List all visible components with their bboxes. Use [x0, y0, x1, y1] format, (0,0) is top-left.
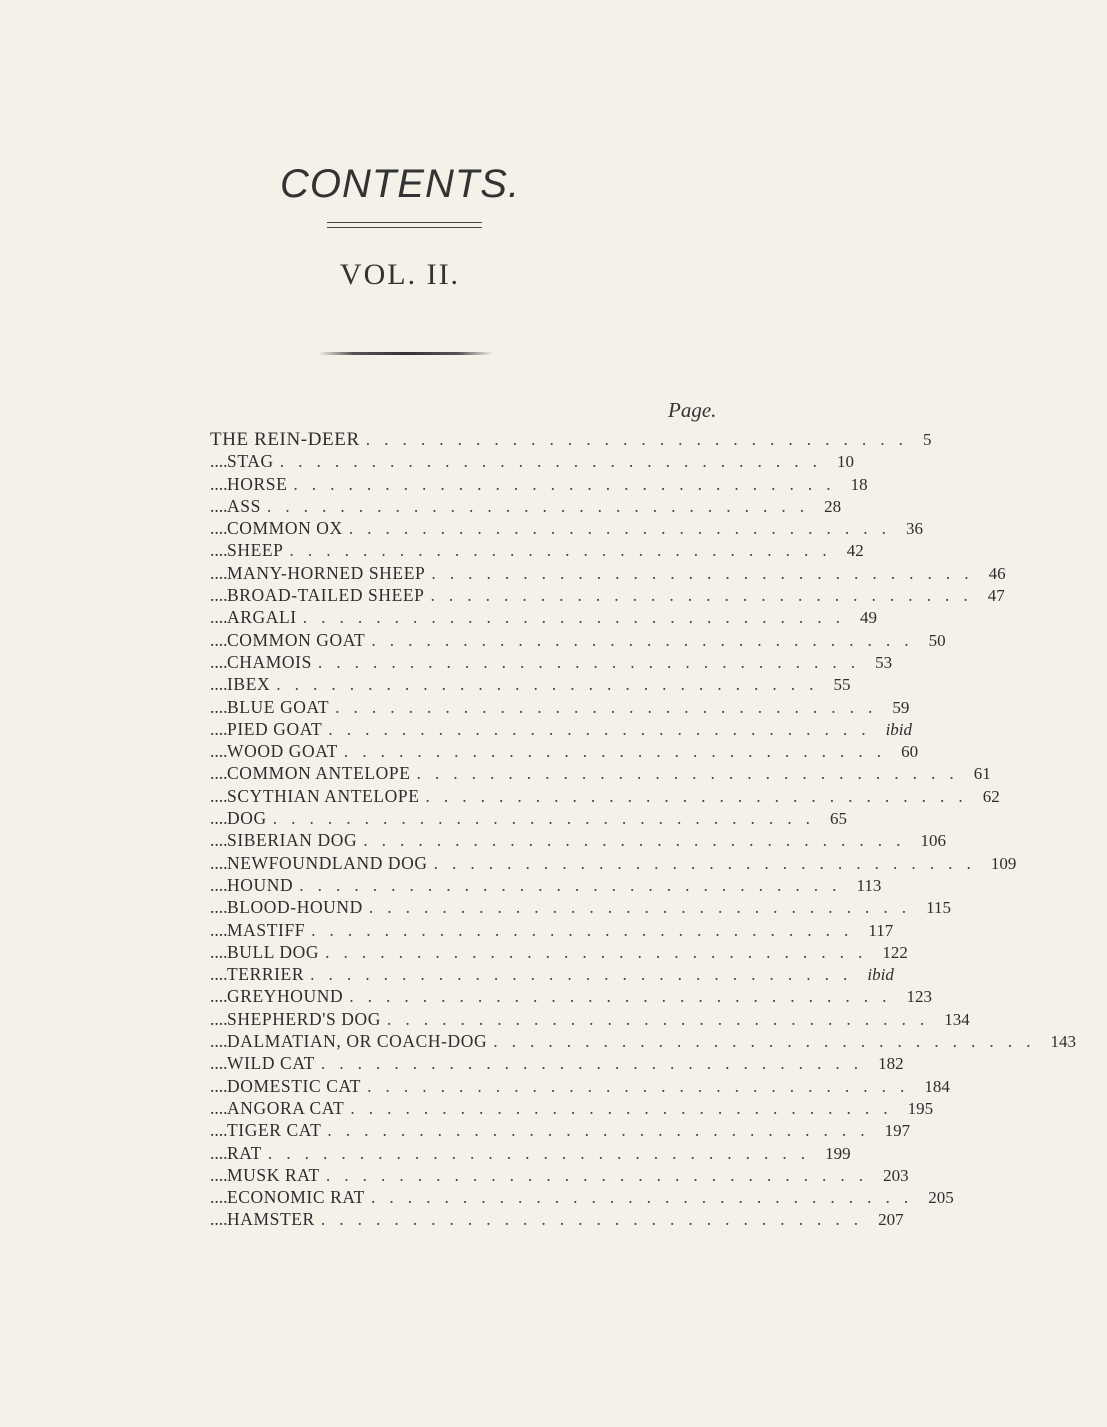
entry-prefix: .... — [210, 473, 228, 494]
entry-prefix: .... — [210, 1142, 228, 1163]
entry-title: COMMON ANTELOPE — [227, 763, 411, 784]
entry-title: BLOOD-HOUND — [227, 897, 363, 918]
entry-prefix: .... — [210, 741, 228, 762]
entry-prefix: .... — [210, 1008, 228, 1029]
entry-page-number: 10 — [836, 452, 854, 472]
entry-page-number: 47 — [987, 586, 1005, 606]
entry-page-number: 59 — [892, 697, 910, 717]
entry-title: THE REIN-DEER — [210, 429, 360, 450]
entry-title: TERRIER — [227, 964, 305, 985]
contents-entry — [210, 651, 893, 673]
entry-prefix: .... — [210, 964, 228, 985]
contents-entry — [210, 1052, 904, 1074]
entry-title: STAG — [227, 451, 274, 472]
entry-prefix: .... — [210, 651, 228, 672]
contents-entry — [210, 896, 952, 918]
dot-leader: .............................. — [289, 540, 841, 561]
dot-leader: .............................. — [343, 741, 896, 762]
entry-title: WOOD GOAT — [227, 741, 338, 762]
entry-prefix: .... — [210, 808, 228, 829]
entry-title: BLUE GOAT — [227, 696, 330, 717]
dot-leader: .............................. — [371, 629, 923, 650]
entry-title: IBEX — [227, 674, 271, 695]
dot-leader: .............................. — [325, 941, 877, 962]
dot-leader: .............................. — [335, 696, 887, 717]
entry-title: ECONOMIC RAT — [227, 1187, 365, 1208]
entry-prefix: .... — [210, 1097, 228, 1118]
contents-entry — [210, 1008, 970, 1030]
entry-title: WILD CAT — [227, 1053, 315, 1074]
dot-leader: .............................. — [328, 718, 880, 739]
entry-page-number: ibid — [867, 965, 894, 985]
contents-entry — [210, 539, 864, 561]
entry-page-number: 182 — [878, 1054, 904, 1074]
dot-leader: .............................. — [327, 1120, 879, 1141]
contents-entry — [210, 1164, 909, 1186]
entry-title: HOUND — [227, 874, 294, 895]
entry-title: BULL DOG — [227, 941, 320, 962]
entry-title: COMMON OX — [227, 518, 343, 539]
contents-entry — [210, 606, 877, 628]
contents-entry — [210, 1097, 934, 1119]
entry-page-number: 143 — [1050, 1032, 1077, 1052]
contents-entry — [210, 1208, 904, 1230]
entry-title: NEWFOUNDLAND DOG — [227, 852, 428, 873]
contents-entry — [210, 718, 913, 740]
contents-entry — [210, 762, 991, 784]
entry-title: MASTIFF — [227, 919, 306, 940]
entry-title: COMMON GOAT — [227, 629, 366, 650]
entry-title: SHEPHERD'S DOG — [227, 1008, 382, 1029]
contents-entry — [210, 428, 932, 450]
dot-leader: .............................. — [272, 808, 824, 829]
entry-prefix: .... — [210, 941, 228, 962]
entry-title: DOG — [227, 808, 267, 829]
dot-leader: .............................. — [370, 1187, 923, 1208]
contents-entry — [210, 450, 854, 472]
contents-entry — [210, 1030, 1077, 1052]
dot-leader: .............................. — [350, 1097, 902, 1118]
ornamental-rule — [318, 352, 493, 355]
entry-prefix: .... — [210, 986, 228, 1007]
contents-entry — [210, 629, 946, 651]
dot-leader: .............................. — [349, 986, 901, 1007]
entry-prefix: .... — [210, 1209, 228, 1230]
entry-title: DOMESTIC CAT — [227, 1075, 362, 1096]
contents-entry — [210, 919, 894, 941]
dot-leader: .............................. — [320, 1209, 873, 1230]
entry-title: HAMSTER — [227, 1209, 315, 1230]
dot-leader: .............................. — [363, 830, 915, 851]
entry-prefix: .... — [210, 696, 228, 717]
contents-entry — [210, 1142, 851, 1164]
entry-prefix: .... — [210, 919, 228, 940]
volume-heading: VOL. II. — [339, 258, 461, 291]
entry-prefix: .... — [210, 1120, 228, 1141]
contents-entry — [210, 517, 924, 539]
entry-page-number: 115 — [926, 898, 952, 918]
dot-leader: .............................. — [266, 495, 819, 516]
dot-leader: .............................. — [279, 451, 831, 472]
contents-entry — [210, 829, 946, 851]
entry-page-number: 205 — [928, 1188, 954, 1208]
dot-leader: .............................. — [299, 874, 851, 895]
entry-prefix: .... — [210, 1075, 228, 1096]
entry-page-number: 55 — [833, 675, 851, 695]
contents-entry — [210, 473, 868, 495]
entry-prefix: .... — [210, 852, 228, 873]
dot-leader: .............................. — [293, 473, 845, 494]
dot-leader: .............................. — [425, 785, 977, 806]
entry-title: CHAMOIS — [227, 651, 312, 672]
entry-page-number: 197 — [884, 1121, 911, 1141]
entry-page-number: 109 — [990, 853, 1017, 873]
entry-page-number: 134 — [944, 1009, 970, 1029]
contents-entry — [210, 852, 1017, 874]
entry-title: MANY-HORNED SHEEP — [227, 562, 426, 583]
entry-page-number: 199 — [825, 1143, 851, 1163]
dot-leader: .............................. — [367, 1075, 919, 1096]
entry-title: MUSK RAT — [227, 1164, 320, 1185]
entry-prefix: .... — [210, 495, 228, 516]
contents-entry — [210, 740, 919, 762]
contents-entry — [210, 941, 908, 963]
entry-page-number: 122 — [882, 942, 908, 962]
contents-entry — [210, 963, 894, 985]
contents-entry — [210, 1119, 911, 1141]
entry-title: TIGER CAT — [227, 1120, 322, 1141]
entry-page-number: 65 — [829, 809, 847, 829]
dot-leader: .............................. — [267, 1142, 820, 1163]
dot-leader: .............................. — [302, 607, 854, 628]
entry-title: GREYHOUND — [227, 986, 344, 1007]
entry-page-number: 207 — [878, 1210, 904, 1230]
entry-page-number: 5 — [923, 430, 932, 449]
contents-entry — [210, 985, 932, 1007]
entry-prefix: .... — [210, 1187, 228, 1208]
entry-title: PIED GOAT — [227, 718, 323, 739]
dot-leader: .............................. — [320, 1053, 873, 1074]
entry-page-number: 60 — [901, 742, 919, 762]
dot-leader: .............................. — [310, 964, 862, 985]
contents-entry — [210, 495, 842, 517]
entry-page-number: 42 — [846, 541, 864, 561]
entry-prefix: .... — [210, 540, 228, 561]
entry-prefix: .... — [210, 1031, 228, 1052]
entry-page-number: 195 — [907, 1098, 934, 1118]
entry-prefix: .... — [210, 1164, 228, 1185]
entry-title: ARGALI — [227, 607, 297, 628]
entry-page-number: 62 — [982, 786, 1000, 806]
entry-title: SIBERIAN DOG — [227, 830, 358, 851]
entry-title: HORSE — [227, 473, 288, 494]
entry-page-number: 61 — [973, 764, 991, 784]
entry-page-number: 113 — [856, 875, 882, 895]
entry-page-number: 50 — [928, 630, 946, 650]
entry-prefix: .... — [210, 451, 228, 472]
contents-entry — [210, 1075, 950, 1097]
dot-leader: .............................. — [430, 585, 982, 606]
entry-prefix: .... — [210, 607, 228, 628]
entry-title: ASS — [227, 495, 261, 516]
entry-prefix: .... — [210, 785, 228, 806]
entry-prefix: .... — [210, 562, 228, 583]
dot-leader: .............................. — [365, 429, 917, 449]
entry-prefix: .... — [210, 830, 228, 851]
entry-title: RAT — [227, 1142, 262, 1163]
entry-page-number: 46 — [988, 563, 1006, 583]
entry-prefix: .... — [210, 629, 228, 650]
entry-page-number: 106 — [920, 831, 946, 851]
contents-entry — [210, 696, 910, 718]
entry-prefix: .... — [210, 718, 228, 739]
entry-page-number: 18 — [850, 474, 868, 494]
entry-prefix: .... — [210, 585, 228, 606]
entry-title: DALMATIAN, OR COACH-DOG — [227, 1031, 488, 1052]
contents-entry — [210, 785, 1000, 807]
entry-title: BROAD-TAILED SHEEP — [227, 585, 425, 606]
entry-prefix: .... — [210, 763, 228, 784]
entry-prefix: .... — [210, 1053, 228, 1074]
dot-leader: .............................. — [368, 897, 921, 918]
entry-title: SCYTHIAN ANTELOPE — [227, 785, 420, 806]
page-title: CONTENTS. — [279, 162, 521, 206]
contents-entry — [210, 1186, 954, 1208]
entry-page-number: 203 — [883, 1165, 909, 1185]
dot-leader: .............................. — [416, 763, 968, 784]
entry-prefix: .... — [210, 674, 228, 695]
entry-prefix: .... — [210, 897, 228, 918]
dot-leader: .............................. — [431, 562, 983, 583]
dot-leader: .............................. — [493, 1031, 1045, 1052]
page-column-heading: Page. — [668, 398, 717, 422]
entry-page-number: 36 — [906, 519, 924, 539]
contents-list — [210, 428, 1077, 1231]
dot-leader: .............................. — [317, 651, 870, 672]
dot-leader: .............................. — [325, 1164, 878, 1185]
entry-page-number: 184 — [924, 1076, 950, 1096]
entry-page-number: 28 — [824, 496, 842, 516]
entry-page-number: 53 — [875, 652, 893, 672]
entry-page-number: 117 — [868, 920, 894, 940]
contents-entry — [210, 562, 1006, 584]
contents-entry — [210, 584, 1005, 606]
dot-leader: .............................. — [387, 1008, 939, 1029]
dot-leader: .............................. — [348, 518, 901, 539]
entry-title: SHEEP — [227, 540, 284, 561]
entry-page-number: ibid — [885, 719, 913, 739]
contents-entry — [210, 673, 851, 695]
entry-prefix: .... — [210, 518, 228, 539]
dot-leader: .............................. — [311, 919, 863, 940]
contents-entry — [210, 874, 882, 896]
title-double-rule — [327, 222, 482, 228]
entry-title: ANGORA CAT — [227, 1097, 345, 1118]
dot-leader: .............................. — [276, 674, 828, 695]
entry-page-number: 49 — [859, 608, 877, 628]
dot-leader: .............................. — [433, 852, 985, 873]
entry-page-number: 123 — [906, 987, 932, 1007]
entry-prefix: .... — [210, 874, 228, 895]
contents-entry — [210, 807, 847, 829]
